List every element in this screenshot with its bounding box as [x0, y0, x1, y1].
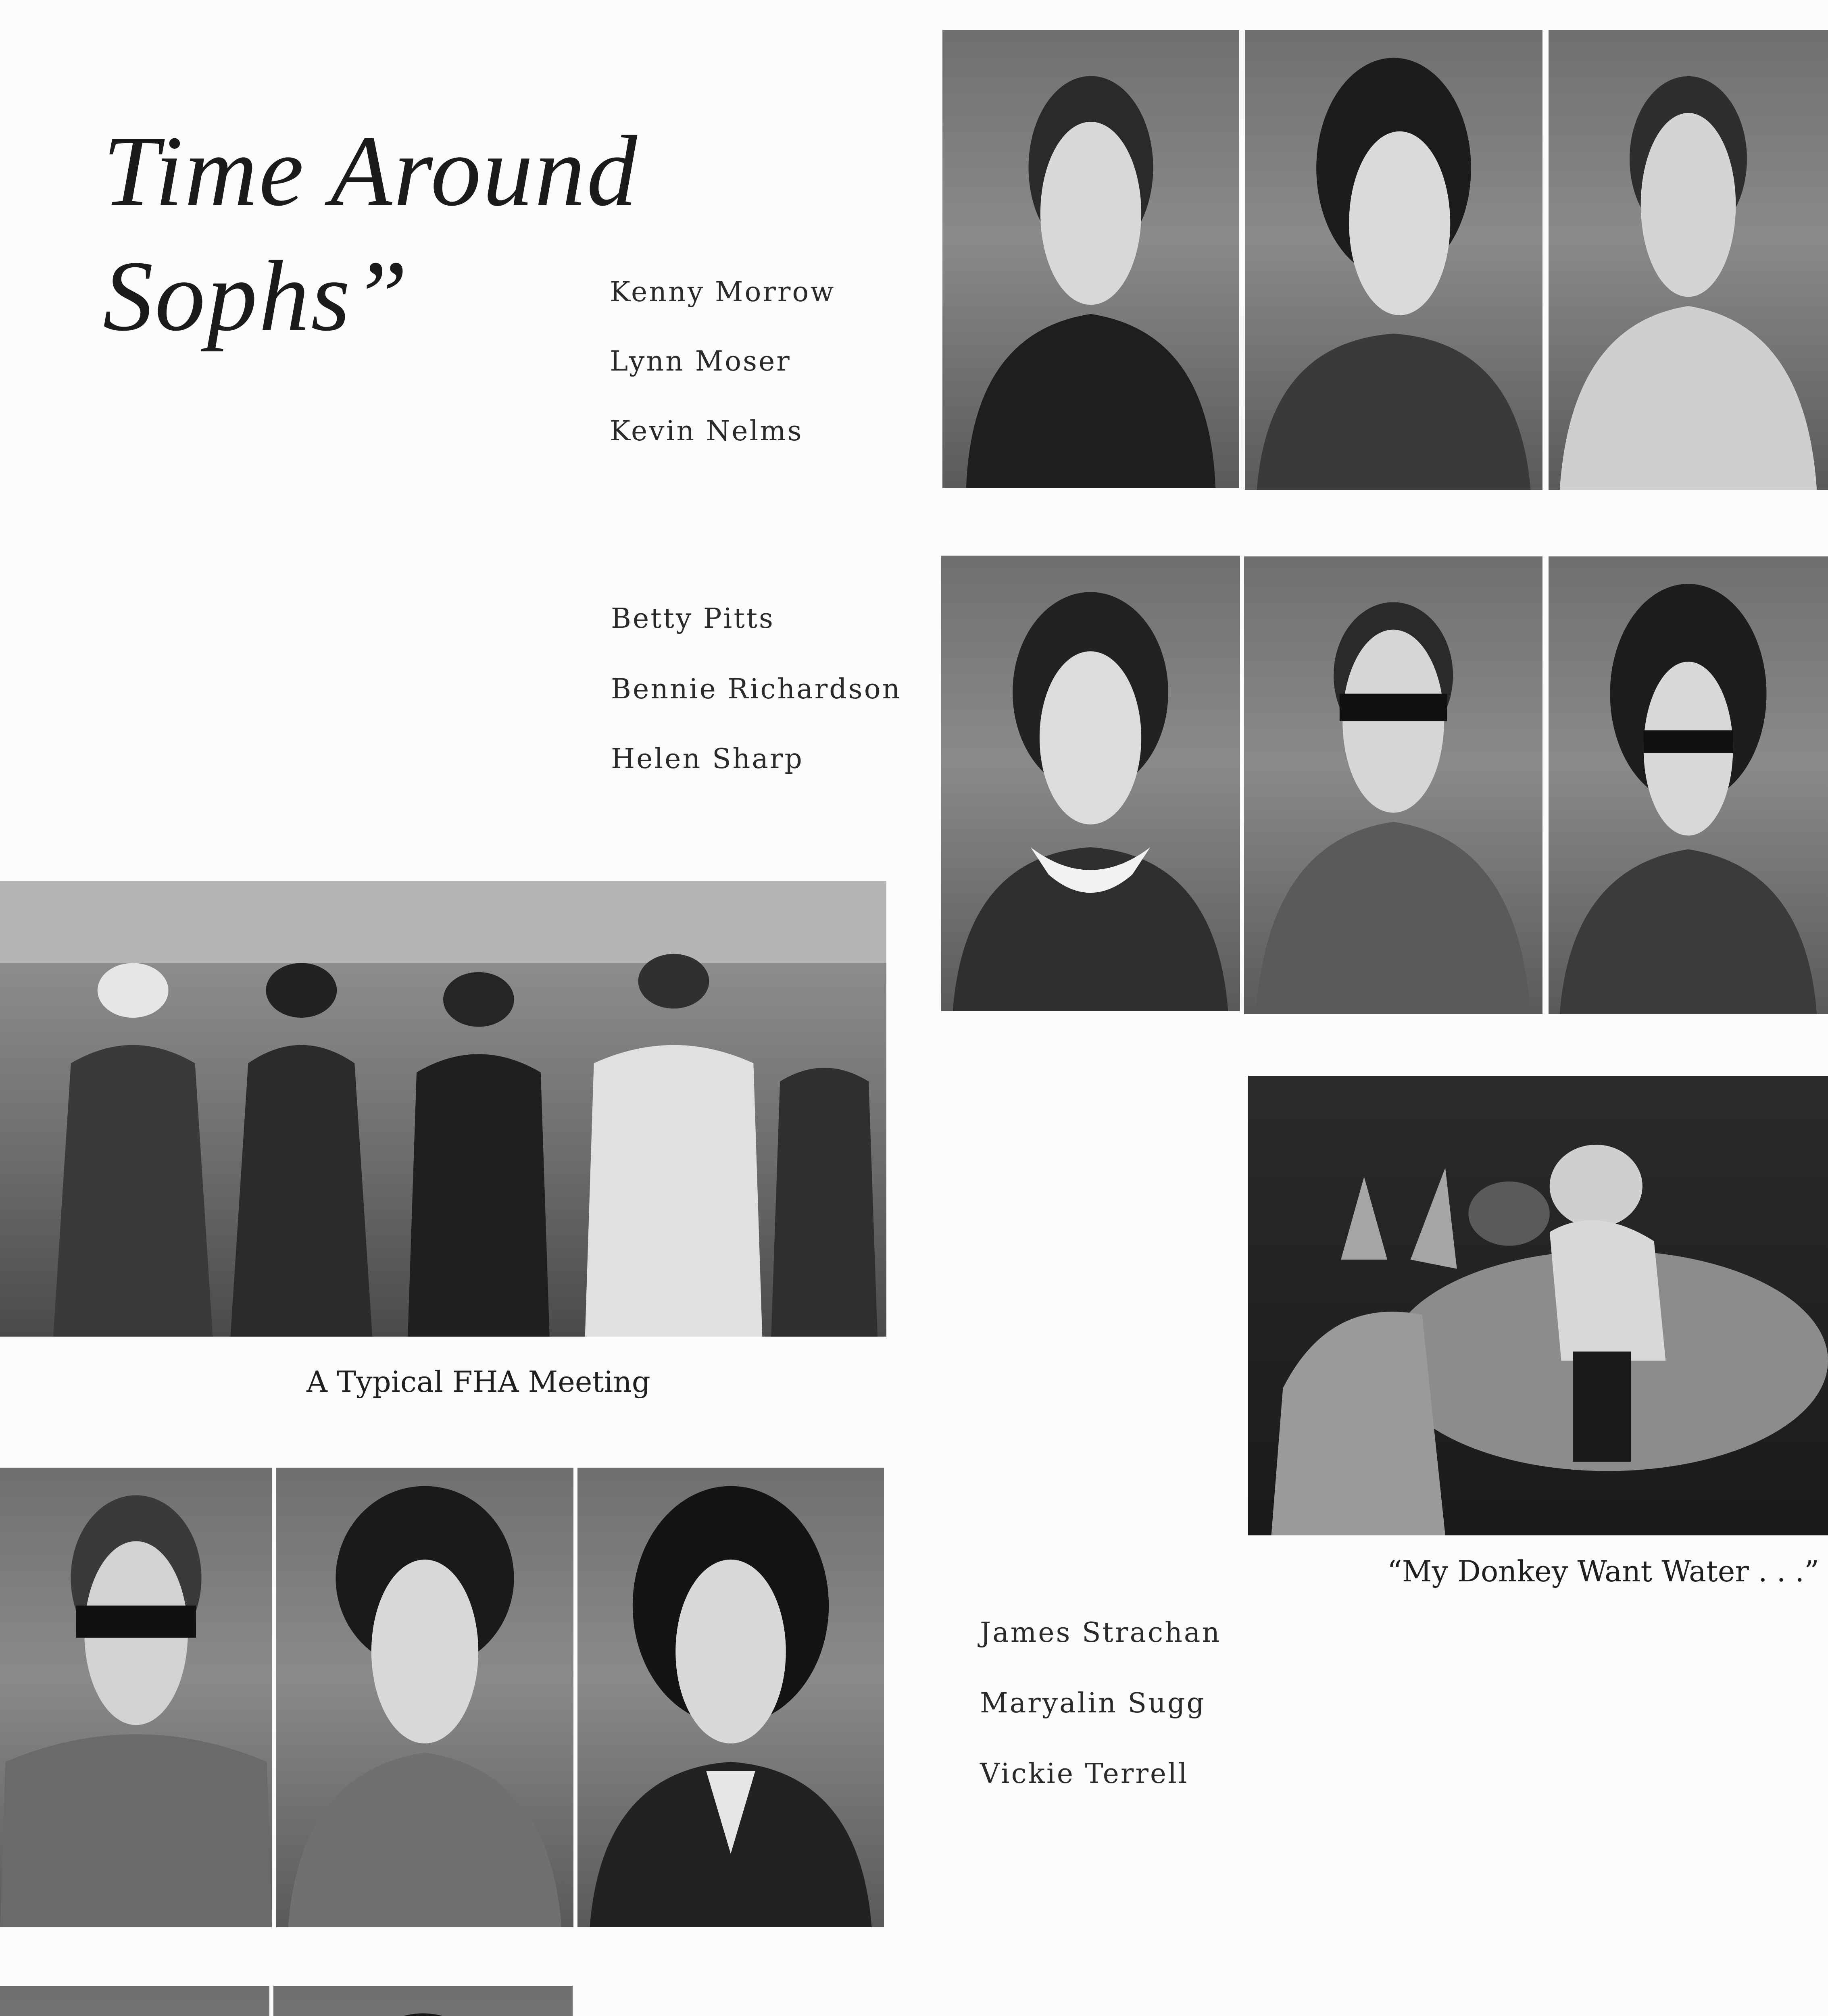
portrait-photo [1549, 556, 1828, 1014]
portrait-photo [941, 556, 1240, 1011]
page-title-line2: Sophs” [103, 240, 410, 352]
portrait-photo [0, 1468, 272, 1927]
name-maryalin-sugg: Maryalin Sugg [980, 1687, 1206, 1719]
portrait-photo [1245, 30, 1542, 490]
name-james-strachan: James Strachan [980, 1617, 1221, 1649]
fha-meeting-photo [0, 881, 886, 1337]
portrait-photo [577, 1468, 884, 1927]
portrait-photo [273, 1986, 573, 2016]
portrait-photo [0, 1986, 269, 2016]
name-lynn-moser: Lynn Moser [610, 346, 791, 377]
name-betty-pitts: Betty Pitts [611, 603, 775, 635]
name-helen-sharp: Helen Sharp [611, 743, 804, 775]
donkey-photo-caption: “My Donkey Want Water . . .” [1387, 1554, 1819, 1588]
name-bennie-richardson: Bennie Richardson [611, 673, 902, 705]
portrait-photo [1244, 556, 1542, 1014]
fha-meeting-caption: A Typical FHA Meeting [306, 1365, 650, 1399]
name-kevin-nelms: Kevin Nelms [610, 415, 803, 447]
donkey-basketball-photo [1248, 1076, 1828, 1535]
name-kenny-morrow: Kenny Morrow [610, 276, 836, 308]
name-vickie-terrell: Vickie Terrell [980, 1758, 1189, 1790]
portrait-photo [1549, 30, 1828, 490]
portrait-photo [942, 30, 1239, 488]
portrait-photo [276, 1468, 573, 1927]
page-title-line1: Time Around [103, 115, 639, 227]
